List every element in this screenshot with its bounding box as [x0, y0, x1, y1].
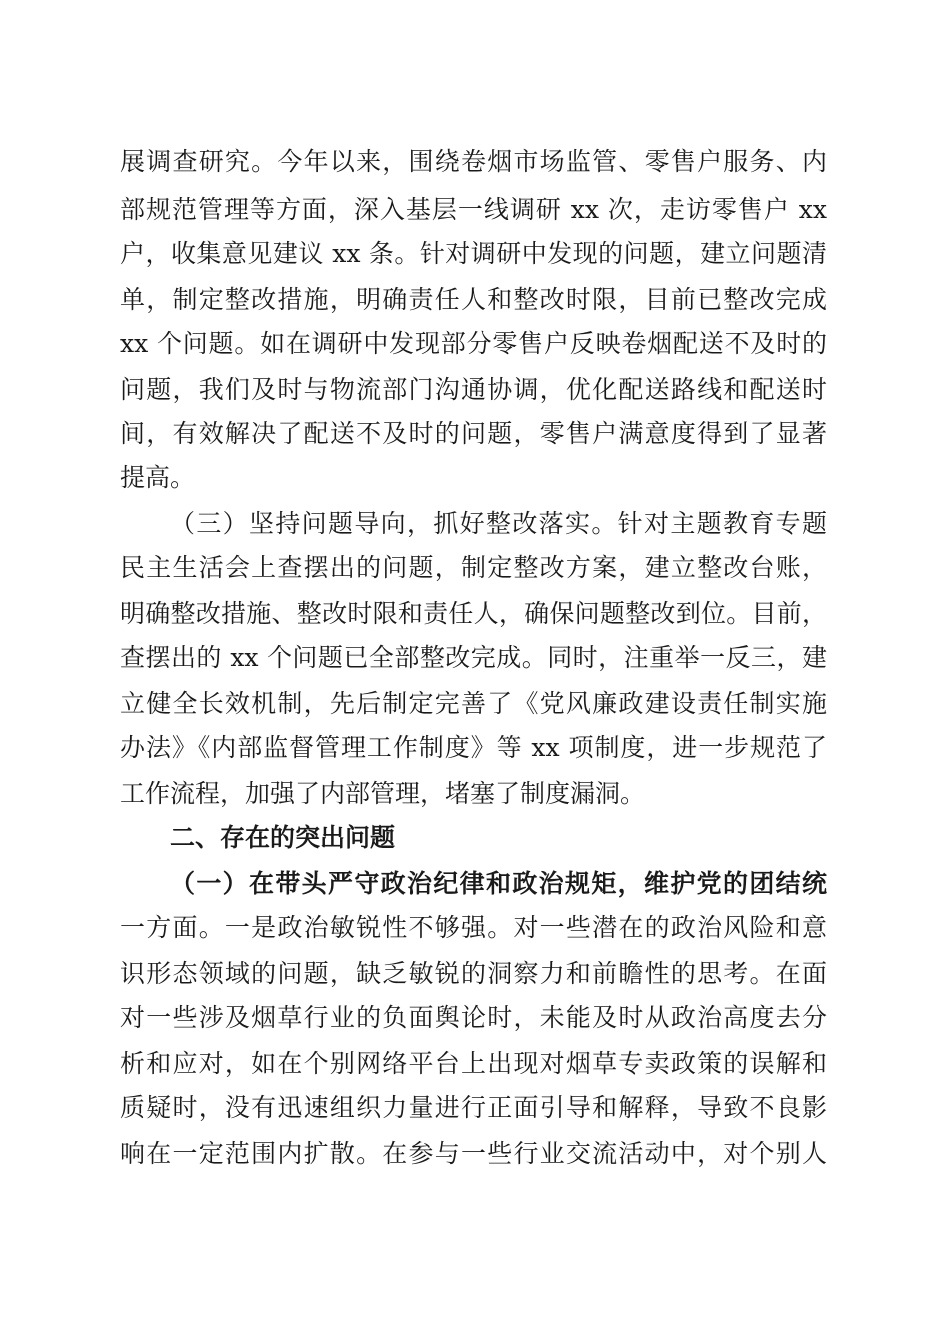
paragraph-line: 提高。 — [120, 463, 196, 492]
paragraph-line: 识形态领域的问题，缺乏敏锐的洞察力和前瞻性的思考。在面 — [120, 959, 827, 988]
paragraph-line: 工作流程，加强了内部管理，堵塞了制度漏洞。 — [120, 779, 646, 808]
paragraph-line: 立健全长效机制，先后制定完善了《党风廉政建设责任制实施 — [120, 689, 827, 718]
paragraph-line: （三）坚持问题导向，抓好整改落实。针对主题教育专题 — [170, 509, 827, 538]
paragraph-line: 响在一定范围内扩散。在参与一些行业交流活动中，对个别人 — [120, 1139, 827, 1168]
paragraph-line: 户，收集意见建议 xx 条。针对调研中发现的问题，建立问题清 — [120, 239, 827, 268]
paragraph-line: 一方面。一是政治敏锐性不够强。对一些潜在的政治风险和意 — [120, 913, 827, 942]
paragraph-line: 问题，我们及时与物流部门沟通协调，优化配送路线和配送时 — [120, 375, 827, 404]
paragraph-line: 部规范管理等方面，深入基层一线调研 xx 次，走访零售户 xx — [120, 195, 827, 224]
paragraph-line: 明确整改措施、整改时限和责任人，确保问题整改到位。目前， — [120, 599, 827, 628]
paragraph-line: 办法》《内部监督管理工作制度》等 xx 项制度，进一步规范了 — [120, 733, 827, 762]
paragraph-line: 查摆出的 xx 个问题已全部整改完成。同时，注重举一反三，建 — [120, 643, 827, 672]
paragraph-line: 质疑时，没有迅速组织力量进行正面引导和解释，导致不良影 — [120, 1093, 827, 1122]
paragraph-line: 单，制定整改措施，明确责任人和整改时限，目前已整改完成 — [120, 285, 827, 314]
paragraph-line: 对一些涉及烟草行业的负面舆论时，未能及时从政治高度去分 — [120, 1003, 827, 1032]
paragraph-line: 析和应对，如在个别网络平台上出现对烟草专卖政策的误解和 — [120, 1049, 827, 1078]
paragraph-line: 民主生活会上查摆出的问题，制定整改方案，建立整改台账， — [120, 553, 827, 582]
section-heading: 二、存在的突出问题 — [170, 823, 396, 852]
paragraph-line: xx 个问题。如在调研中发现部分零售户反映卷烟配送不及时的 — [120, 329, 827, 358]
paragraph-line: （一）在带头严守政治纪律和政治规矩，维护党的团结统 — [170, 869, 827, 898]
paragraph-line: 间，有效解决了配送不及时的问题，零售户满意度得到了显著 — [120, 419, 827, 448]
paragraph-line: 展调查研究。今年以来，围绕卷烟市场监管、零售户服务、内 — [120, 147, 827, 176]
